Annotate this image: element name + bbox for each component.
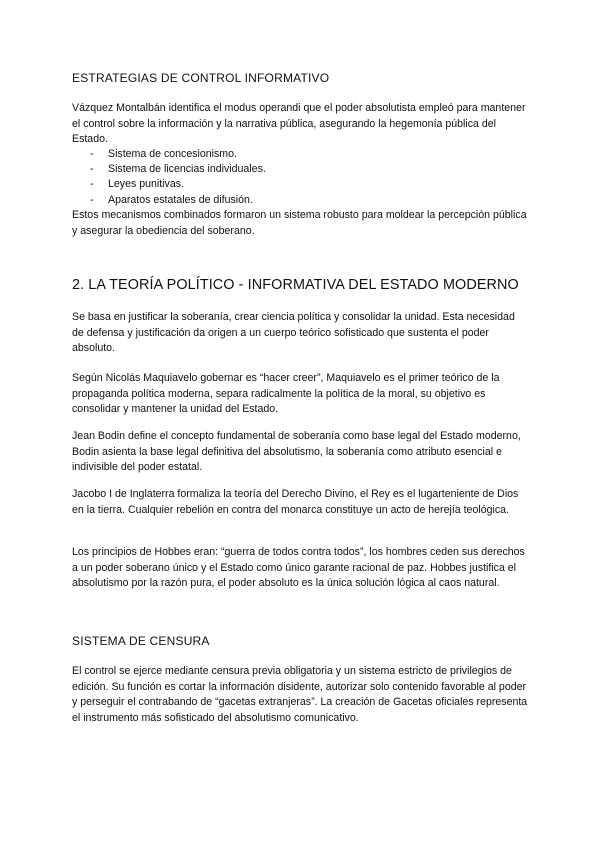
list-item: - Aparatos estatales de difusión. xyxy=(72,193,528,208)
dash-bullet: - xyxy=(90,193,94,206)
paragraph-hobbes: Los principios de Hobbes eran: “guerra de todos contra todos”, los hombres ceden sus derechos a un poder soberano único y el Estado como único garante racional de paz. Hobbes justifica el absolutismo por la razón pura, el poder absoluto es la única solución lógica al caos natural. xyxy=(72,546,525,590)
paragraph-maquiavelo: Según Nicolás Maquiavelo gobernar es “hacer creer”, Maquiavelo es el primer teórico de la propaganda política moderna, separa radicalmente la política de la moral, su objetivo es consolidar y mantener la unidad del Estado. xyxy=(72,372,500,416)
dash-bullet: - xyxy=(90,163,94,176)
paragraph-soberania: Se basa en justificar la soberanía, crear ciencia política y consolidar la unidad. Esta necesidad de defensa y justificación da origen a un cuerpo teórico sofisticado que sustenta el poder absoluto. xyxy=(72,311,515,355)
list-item: - Leyes punitivas. xyxy=(72,177,528,192)
list-item: - Sistema de licencias individuales. xyxy=(72,162,528,177)
closing-paragraph: Estos mecanismos combinados formaron un sistema robusto para moldear la percepción pública y asegurar la obediencia del soberano. xyxy=(72,209,527,237)
intro-paragraph: Vázquez Montalbán identifica el modus operandi que el poder absolutista empleó para mantener el control sobre la información y la narrativa pública, asegurando la hegemonía pública del Estado. xyxy=(72,102,526,146)
section-heading-censura: SISTEMA DE CENSURA xyxy=(72,634,210,648)
dash-bullet: - xyxy=(90,148,94,160)
section-heading-estrategias: ESTRATEGIAS DE CONTROL INFORMATIVO xyxy=(72,71,330,85)
list-item: - Sistema de concesionismo. xyxy=(72,147,528,162)
strategies-list xyxy=(72,147,528,208)
paragraph-bodin: Jean Bodin define el concepto fundamental de soberanía como base legal del Estado moderno, Bodin asienta la base legal definitiva del absolutismo, la soberanía como atributo esencial e indivisible del poder estatal. xyxy=(72,430,521,474)
paragraph-jacobo: Jacobo I de Inglaterra formaliza la teoría del Derecho Divino, el Rey es el lugarteniente de Dios en la tierra. Cualquier rebelión en contra del monarca constituye un acto de herejía teológica. xyxy=(72,488,519,516)
dash-bullet: - xyxy=(90,178,94,191)
section-heading-teoria: 2. LA TEORÍA POLÍTICO - INFORMATIVA DEL ESTADO MODERNO xyxy=(72,277,519,293)
paragraph-censura: El control se ejerce mediante censura previa obligatoria y un sistema estricto de privilegios de edición. Su función es cortar la información disidente, autorizar solo contenido favorable al poder y perseguir el contrabando de “gacetas extranjeras”. La creación de Gacetas oficiales representa el instrumento más sofisticado del absolutismo comunicativo. xyxy=(72,665,528,724)
